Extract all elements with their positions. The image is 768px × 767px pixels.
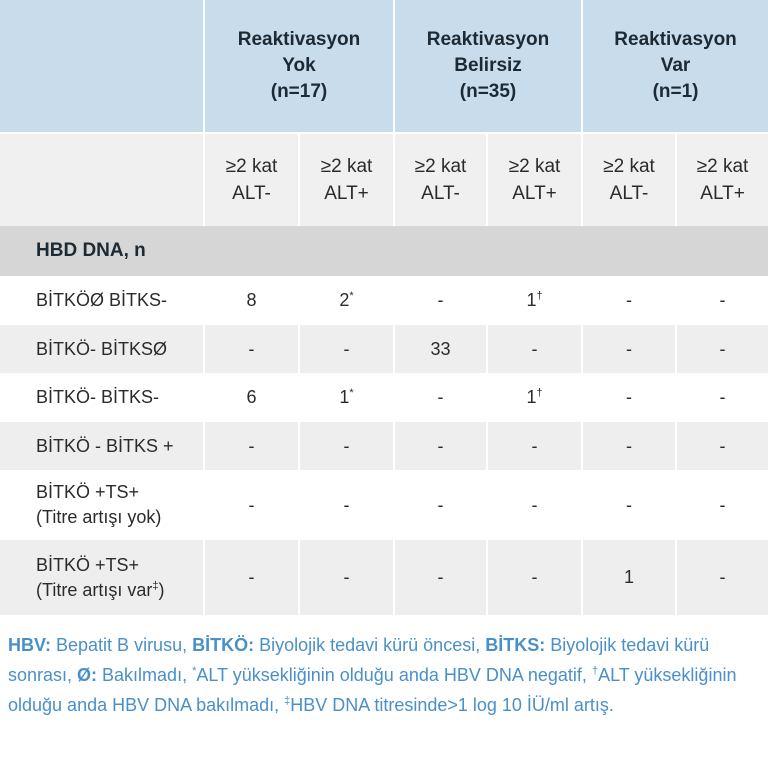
data-cell	[677, 373, 768, 422]
cell-value: 1	[339, 387, 350, 407]
data-cell	[300, 325, 395, 373]
data-cell	[583, 325, 677, 373]
row-label	[0, 540, 205, 615]
cell-value: -	[719, 567, 726, 587]
footnote-mark: ‡	[284, 695, 291, 707]
group-header-reactivation-present	[583, 0, 768, 132]
subheader-line: ALT-	[609, 183, 649, 204]
footnote-text: HBV DNA titresinde>1 log 10 İÜ/ml artış.	[290, 695, 614, 715]
data-cell	[488, 276, 583, 325]
cell-footnote-mark: †	[536, 290, 543, 302]
group-header-line: Reaktivasyon	[237, 29, 361, 50]
cell-value: -	[626, 494, 633, 515]
table-row	[0, 470, 768, 540]
subheader-cell	[677, 132, 768, 226]
table-row	[0, 325, 768, 373]
section-row	[0, 226, 768, 276]
data-cell	[677, 470, 768, 540]
cell-value: 33	[430, 338, 451, 359]
row-label-text: BİTKÖ- BİTKS-	[36, 387, 160, 407]
subheader-line: ALT-	[232, 183, 271, 204]
footnote-text: Bepatit B virusu,	[51, 635, 193, 655]
cell-value: -	[437, 387, 444, 407]
footnote-mark: †	[591, 665, 599, 677]
data-cell	[583, 276, 677, 325]
data-cell	[677, 422, 768, 470]
data-cell	[583, 422, 677, 470]
cell-value: 1	[526, 290, 537, 310]
data-cell	[583, 373, 677, 422]
data-cell	[583, 470, 677, 540]
row-label	[0, 325, 205, 373]
table-row	[0, 373, 768, 422]
row-label	[0, 276, 205, 325]
cell-value: 2	[339, 290, 350, 310]
subheader-line: ≥2 kat	[508, 156, 561, 177]
data-cell	[205, 540, 300, 615]
data-cell	[488, 373, 583, 422]
subheader-line: ALT+	[324, 183, 369, 204]
data-cell	[395, 276, 488, 325]
data-cell	[205, 422, 300, 470]
data-cell	[205, 470, 300, 540]
cell-value: -	[531, 567, 538, 587]
data-cell	[395, 325, 488, 373]
data-cell	[488, 540, 583, 615]
cell-value: -	[626, 435, 633, 456]
cell-value: 1	[526, 387, 537, 407]
footnote-text: ALT yüksekliğinin olduğu anda HBV DNA negatif,	[196, 665, 592, 685]
cell-value: -	[719, 387, 726, 407]
cell-value: -	[248, 567, 255, 587]
data-cell	[395, 540, 488, 615]
cell-value: -	[343, 338, 350, 359]
footnote-text: Bakılmadı,	[97, 665, 193, 685]
data-cell	[583, 540, 677, 615]
section-label: HBD DNA, n	[0, 226, 768, 276]
cell-value: -	[248, 494, 255, 515]
cell-footnote-mark: *	[349, 387, 354, 399]
row-label-footnote-mark: ‡	[152, 579, 159, 592]
footnote-term: HBV:	[8, 635, 52, 655]
group-header-line: Belirsiz	[454, 55, 522, 76]
cell-footnote-mark: †	[536, 387, 543, 399]
cell-value: -	[437, 290, 444, 310]
data-cell	[300, 373, 395, 422]
footnote-mark: *	[192, 665, 197, 677]
table-row	[0, 540, 768, 615]
subheader-line: ALT+	[700, 183, 745, 204]
subheader-cell	[488, 132, 583, 226]
subheader-row	[0, 132, 768, 226]
row-label-subtext: (Titre artışı var	[36, 579, 153, 600]
cell-value: 1	[624, 567, 635, 587]
data-cell	[205, 373, 300, 422]
data-cell	[205, 325, 300, 373]
cell-value: -	[626, 290, 633, 310]
cell-value: -	[248, 338, 255, 359]
data-cell	[488, 422, 583, 470]
corner-cell	[0, 0, 205, 132]
cell-value: -	[437, 567, 444, 587]
footnote-text: Biyolojik tedavi kürü öncesi,	[254, 635, 486, 655]
data-cell	[205, 276, 300, 325]
row-label	[0, 373, 205, 422]
cell-footnote-mark: *	[349, 290, 354, 302]
row-label	[0, 422, 205, 470]
cell-value: -	[343, 567, 350, 587]
data-cell	[395, 470, 488, 540]
data-cell	[395, 373, 488, 422]
footnote-text: ALT yüksekliğinin olduğu anda HBV DNA bakılmadı,	[8, 665, 737, 715]
cell-value: 6	[246, 387, 257, 407]
row-label	[0, 470, 205, 540]
subheader-cell	[205, 132, 300, 226]
subheader-cell	[300, 132, 395, 226]
group-header-line: Reaktivasyon	[614, 29, 737, 50]
subheader-line: ≥2 kat	[320, 156, 373, 177]
group-header-line: Yok	[282, 55, 316, 76]
group-header-line: (n=35)	[459, 81, 517, 102]
subheader-line: ≥2 kat	[696, 156, 749, 177]
subheader-line: ≥2 kat	[225, 156, 278, 177]
cell-value: -	[343, 435, 350, 456]
data-cell	[300, 276, 395, 325]
cell-value: -	[531, 435, 538, 456]
cell-value: -	[248, 435, 255, 456]
subheader-line: ≥2 kat	[414, 156, 467, 177]
subheader-cell	[583, 132, 677, 226]
table-row	[0, 276, 768, 325]
table-row	[0, 422, 768, 470]
row-label-subtext: (Titre artışı yok)	[36, 507, 162, 527]
footnote-term: BİTKS:	[485, 635, 546, 655]
footnote-term: Ø:	[77, 665, 98, 685]
row-label-text: BİTKÖ- BİTKSØ	[36, 338, 168, 359]
group-header-line: (n=1)	[652, 81, 699, 102]
cell-value: -	[531, 494, 538, 515]
group-header-reactivation-uncertain	[395, 0, 583, 132]
data-cell	[488, 325, 583, 373]
table-footnote	[8, 630, 758, 720]
group-header-line: (n=17)	[270, 81, 328, 102]
cell-value: -	[719, 290, 726, 310]
cell-value: -	[626, 338, 633, 359]
cell-value: -	[719, 435, 726, 456]
group-header-line: Var	[660, 55, 691, 76]
subheader-empty-cell	[0, 132, 205, 226]
data-cell	[300, 540, 395, 615]
cell-value: -	[719, 338, 726, 359]
row-label-text: BİTKÖ - BİTKS +	[36, 435, 174, 456]
row-label-text: BİTKÖ +TS+	[36, 482, 140, 502]
data-cell	[677, 540, 768, 615]
group-header-line: Reaktivasyon	[426, 29, 550, 50]
cell-value: -	[626, 387, 633, 407]
cell-value: 8	[246, 290, 257, 310]
subheader-cell	[395, 132, 488, 226]
subheader-line: ALT+	[512, 183, 557, 204]
footnote-term: BİTKÖ:	[192, 635, 255, 655]
data-cell	[677, 276, 768, 325]
cell-value: -	[531, 338, 538, 359]
row-label-subtext-wrap: (Titre artışı var‡)	[36, 579, 165, 600]
row-label-text: BİTKÖØ BİTKS-	[36, 290, 168, 310]
cell-value: -	[437, 494, 444, 515]
row-label-text: BİTKÖ +TS+	[36, 554, 140, 575]
footnote-text: Biyolojik tedavi kürü sonrası,	[8, 635, 710, 685]
group-header-row	[0, 0, 768, 132]
data-cell	[677, 325, 768, 373]
data-cell	[395, 422, 488, 470]
cell-value: -	[719, 494, 726, 515]
group-header-reactivation-none	[205, 0, 395, 132]
subheader-line: ALT-	[421, 183, 460, 204]
data-cell	[488, 470, 583, 540]
cell-value: -	[437, 435, 444, 456]
cell-value: -	[343, 494, 350, 515]
data-cell	[300, 422, 395, 470]
data-cell	[300, 470, 395, 540]
subheader-line: ≥2 kat	[603, 156, 655, 177]
